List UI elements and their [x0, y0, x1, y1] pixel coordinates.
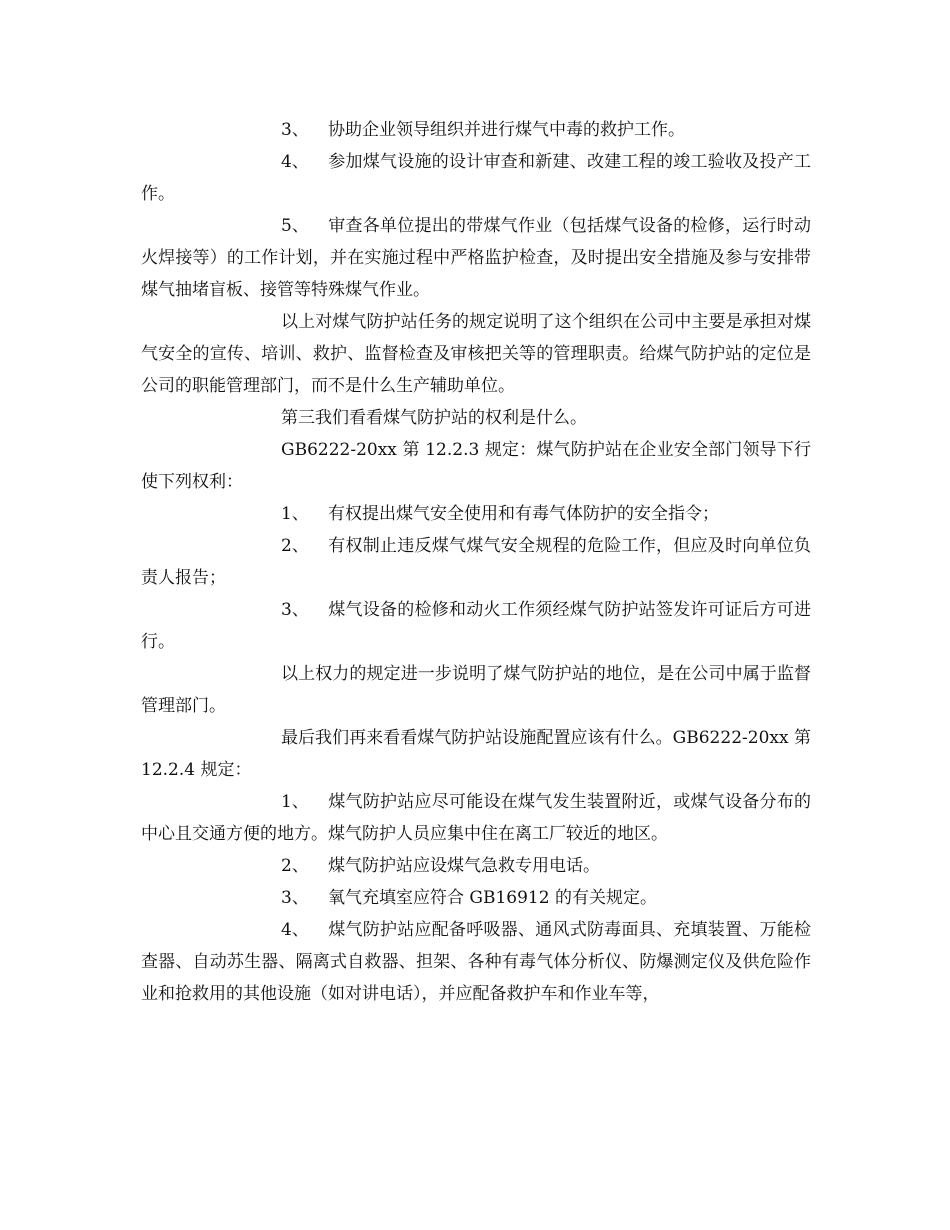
- paragraph: [141, 434, 811, 498]
- paragraph-text: 煤气设备的检修和动火工作须经煤气防护站签发许可证后方可进行。: [141, 600, 811, 652]
- paragraph-text: 以上对煤气防护站任务的规定说明了这个组织在公司中主要是承担对煤气安全的宣传、培训、救护、监督检查及审核把关等的管理职责。给煤气防护站的定位是公司的职能管理部门，而不是什么生产辅助单位。: [141, 312, 811, 396]
- list-item: [141, 146, 811, 210]
- list-item: [141, 594, 811, 658]
- paragraph-text: 参加煤气设施的设计审查和新建、改建工程的竣工验收及投产工作。: [141, 152, 811, 204]
- list-item: [141, 786, 811, 850]
- paragraph-text: 煤气防护站应设煤气急救专用电话。: [328, 856, 600, 876]
- item-number: 1、: [281, 504, 309, 524]
- item-number: 3、: [281, 600, 309, 620]
- item-number: 2、: [281, 536, 309, 556]
- item-number: 5、: [281, 216, 309, 236]
- paragraph-text: GB6222-20xx 第 12.2.3 规定：煤气防护站在企业安全部门领导下行使下列权利：: [141, 440, 811, 492]
- list-item: [141, 114, 811, 146]
- paragraph-text: 煤气防护站应配备呼吸器、通风式防毒面具、充填装置、万能检查器、自动苏生器、隔离式自救器、担架、各种有毒气体分析仪、防爆测定仪及供危险作业和抢救用的其他设施（如对讲电话），并应配备救护车和作业车等，: [141, 920, 811, 1004]
- list-item: [141, 882, 811, 914]
- paragraph-text: 审查各单位提出的带煤气作业（包括煤气设备的检修，运行时动火焊接等）的工作计划，并在实施过程中严格监护检查，及时提出安全措施及参与安排带煤气抽堵盲板、接管等特殊煤气作业。: [141, 216, 811, 300]
- item-number: 3、: [281, 888, 309, 908]
- paragraph: [141, 306, 811, 402]
- paragraph: [141, 722, 811, 786]
- list-item: [141, 498, 811, 530]
- paragraph-text: 有权提出煤气安全使用和有毒气体防护的安全指令；: [328, 504, 719, 524]
- item-number: 4、: [281, 152, 309, 172]
- list-item: [141, 914, 811, 1010]
- paragraph-text: 最后我们再来看看煤气防护站设施配置应该有什么。GB6222-20xx 第 12.2.4 规定：: [141, 728, 811, 780]
- paragraph-text: 煤气防护站应尽可能设在煤气发生装置附近，或煤气设备分布的中心且交通方便的地方。煤气防护人员应集中住在离工厂较近的地区。: [141, 792, 811, 844]
- list-item: [141, 210, 811, 306]
- list-item: [141, 850, 811, 882]
- item-number: 4、: [281, 920, 309, 940]
- paragraph-text: 协助企业领导组织并进行煤气中毒的救护工作。: [328, 120, 685, 140]
- paragraph: [141, 402, 811, 434]
- paragraph-text: 第三我们看看煤气防护站的权利是什么。: [281, 408, 587, 428]
- paragraph-text: 氧气充填室应符合 GB16912 的有关规定。: [328, 888, 657, 908]
- document-body: [141, 114, 811, 1010]
- paragraph-text: 以上权力的规定进一步说明了煤气防护站的地位，是在公司中属于监督管理部门。: [141, 664, 811, 716]
- item-number: 2、: [281, 856, 309, 876]
- paragraph: [141, 658, 811, 722]
- item-number: 1、: [281, 792, 309, 812]
- paragraph-text: 有权制止违反煤气煤气安全规程的危险工作，但应及时向单位负责人报告；: [141, 536, 811, 588]
- item-number: 3、: [281, 120, 309, 140]
- list-item: [141, 530, 811, 594]
